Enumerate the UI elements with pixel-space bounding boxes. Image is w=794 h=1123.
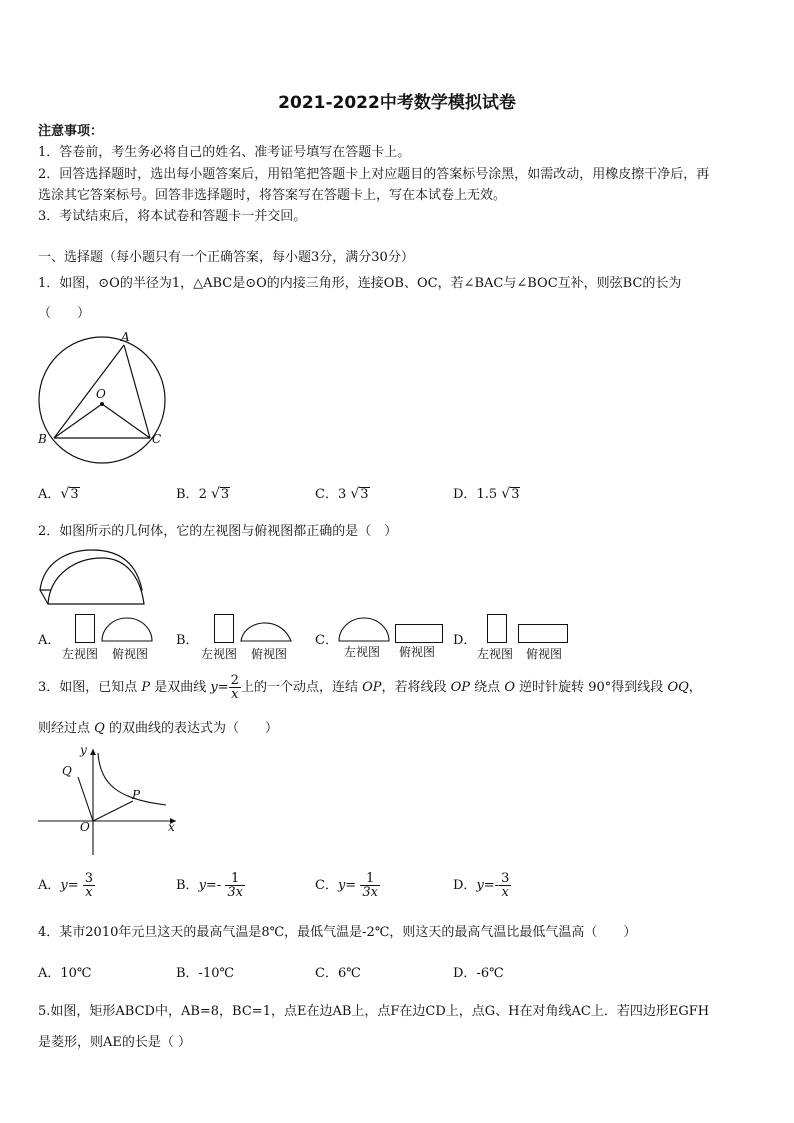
q2-d-top-view-rect [518, 624, 568, 643]
notice-item-3: 3．考试结束后，将本试卷和答题卡一并交回。 [38, 209, 307, 224]
sqrt-icon: √ [210, 486, 220, 502]
q2-c-top-caption: 俯视图 [399, 645, 436, 659]
radicand: 3 [220, 487, 230, 502]
q2-option-c-label[interactable]: C． [315, 633, 338, 648]
q2-a-left-view-rect [75, 614, 95, 643]
q3-option-d[interactable] [453, 866, 511, 906]
q1-circle-figure [34, 328, 184, 470]
q1-label-c: C [152, 432, 162, 446]
option-prefix: y=- [198, 878, 222, 893]
q3-text: 的双曲线的表达式为（ ） [104, 721, 278, 736]
q3-var-o: O [504, 680, 515, 695]
q4-stem: 4．某市2010年元旦这天的最高气温是8℃，最低气温是-2℃，则这天的最高气温比最低气温高（ ） [38, 925, 637, 940]
fraction-numerator: 3 [501, 871, 510, 886]
q4-option-d[interactable]: D．-6℃ [453, 966, 504, 981]
q3-text: 是双曲线 [150, 680, 211, 695]
option-prefix: y=- [476, 878, 500, 893]
fraction-denominator: x [85, 885, 93, 900]
q3-var-p: P [141, 680, 151, 695]
fraction-numerator: 1 [360, 872, 380, 886]
section-heading: 一、选择题（每小题只有一个正确答案，每小题3分，满分30分） [38, 250, 414, 265]
q2-b-top-caption: 俯视图 [251, 647, 288, 661]
option-letter: B． [176, 878, 199, 893]
q3-fraction [229, 674, 241, 701]
q3-stem-line2 [38, 717, 278, 736]
radicand: 3 [511, 487, 520, 502]
q1-stem: 1．如图，⊙O的半径为1，△ABC是⊙O的内接三角形，连接OB、OC，若∠BAC与∠BOC互补，则弦BC的长为 [38, 276, 682, 291]
q3-var-oq: OQ [667, 680, 689, 695]
q3-origin-label: O [80, 820, 90, 834]
fraction-denominator: x [501, 885, 509, 900]
q1-option-b[interactable] [176, 483, 230, 502]
option-prefix: y= [337, 878, 357, 893]
radicand: 3 [360, 487, 369, 502]
q2-solid-figure [36, 546, 148, 606]
q3-point-q-label: Q [62, 764, 72, 778]
notice-item-2: 2．回答选择题时，选出每小题答案后，用铅笔把答题卡上对应题目的答案标号涂黑，如需改动，用橡皮擦干净后，再 [38, 167, 710, 182]
sqrt-icon: √ [350, 486, 360, 502]
q1-label-b: B [38, 432, 47, 446]
q3-axis-x-label: x [168, 820, 175, 834]
q5-stem-line2: 是菱形，则AE的长是（ ） [38, 1035, 192, 1050]
q2-d-left-caption: 左视图 [477, 647, 514, 661]
option-letter: A． [38, 487, 61, 502]
q4-option-a[interactable]: A．10℃ [38, 966, 92, 981]
q2-c-top-view-rect [395, 624, 443, 643]
q2-option-a-label[interactable]: A． [38, 633, 61, 648]
q1-option-d[interactable] [453, 483, 520, 502]
fraction-numerator: 2 [230, 673, 239, 688]
q2-b-left-caption: 左视图 [201, 647, 238, 661]
q3-option-a[interactable] [38, 866, 95, 906]
q3-var-q: Q [94, 721, 105, 736]
radicand: 3 [70, 487, 79, 502]
q2-c-left-view-semicircle [338, 616, 390, 642]
page-title: 2021-2022中考数学模拟试卷 [278, 93, 516, 113]
q3-graph-figure [36, 743, 182, 859]
q2-option-b-label[interactable]: B． [176, 633, 199, 648]
q3-axis-y-label: y [80, 743, 87, 757]
fraction-numerator: 1 [225, 872, 245, 886]
q2-a-top-view-semicircle [101, 616, 153, 642]
q2-d-left-view-rect [487, 614, 507, 643]
q1-label-a: A [121, 330, 130, 344]
option-fraction [360, 872, 380, 899]
q1-label-o: O [96, 387, 106, 401]
q4-option-c[interactable]: C．6℃ [315, 966, 361, 981]
q2-c-left-caption: 左视图 [344, 645, 381, 659]
q3-point-p-label: P [132, 788, 141, 802]
notice-heading: 注意事项： [38, 124, 104, 139]
q1-option-a[interactable] [38, 483, 80, 502]
option-letter: B． [176, 487, 199, 502]
sqrt-icon: √ [60, 486, 70, 502]
fraction-denominator: 3x [362, 885, 378, 900]
fraction-denominator: 3x [227, 885, 243, 900]
q2-option-d-label[interactable]: D． [453, 633, 477, 648]
q3-text: ， [688, 680, 702, 695]
option-fraction [225, 872, 245, 899]
option-fraction [83, 872, 95, 899]
q3-option-c[interactable] [315, 866, 380, 906]
q3-text: 绕点 [470, 680, 505, 695]
option-letter: A． [38, 878, 61, 893]
option-coef: 3 [337, 487, 347, 502]
q3-text: 逆时针旋转 90°得到线段 [514, 680, 668, 695]
q2-a-left-caption: 左视图 [62, 647, 99, 661]
q3-text: 上的一个动点，连结 [240, 680, 363, 695]
option-coef: 1.5 [476, 487, 498, 502]
q1-option-c[interactable] [315, 483, 370, 502]
option-prefix: y= [60, 878, 79, 893]
q3-var-op: OP [450, 680, 471, 695]
sqrt-icon: √ [501, 486, 511, 502]
q4-option-b[interactable]: B．-10℃ [176, 966, 235, 981]
option-letter: C． [315, 878, 338, 893]
q3-text: ，若将线段 [381, 680, 451, 695]
option-fraction [499, 872, 511, 899]
q3-text: 3．如图，已知点 [38, 680, 142, 695]
option-coef: 2 [198, 487, 207, 502]
q2-d-top-caption: 俯视图 [526, 647, 563, 661]
fraction-denominator: x [231, 687, 239, 702]
option-letter: D． [453, 878, 477, 893]
q5-stem: 5.如图，矩形ABCD中，AB=8，BC=1，点E在边AB上，点F在边CD上，点G、H在对角线AC上．若四边形EGFH [38, 1004, 710, 1019]
option-letter: C． [315, 487, 338, 502]
notice-item-1: 1．答卷前，考生务必将自己的姓名、准考证号填写在答题卡上。 [38, 145, 411, 160]
q3-option-b[interactable] [176, 866, 245, 906]
notice-item-2-cont: 选涂其它答案标号。回答非选择题时，将答案写在答题卡上，写在本试卷上无效。 [38, 188, 507, 203]
q1-stem-paren: （ ） [38, 306, 91, 321]
q3-var-op: OP [362, 680, 382, 695]
q2-b-left-view-rect [214, 614, 234, 643]
q3-y-equals: y= [210, 680, 229, 695]
q3-stem [38, 673, 702, 703]
q2-stem: 2．如图所示的几何体，它的左视图与俯视图都正确的是（ ） [38, 524, 398, 539]
fraction-numerator: 3 [84, 871, 94, 886]
option-letter: D． [453, 487, 477, 502]
q2-b-top-view-arc [240, 616, 292, 642]
q2-a-top-caption: 俯视图 [112, 647, 149, 661]
q3-text: 则经过点 [38, 721, 95, 736]
